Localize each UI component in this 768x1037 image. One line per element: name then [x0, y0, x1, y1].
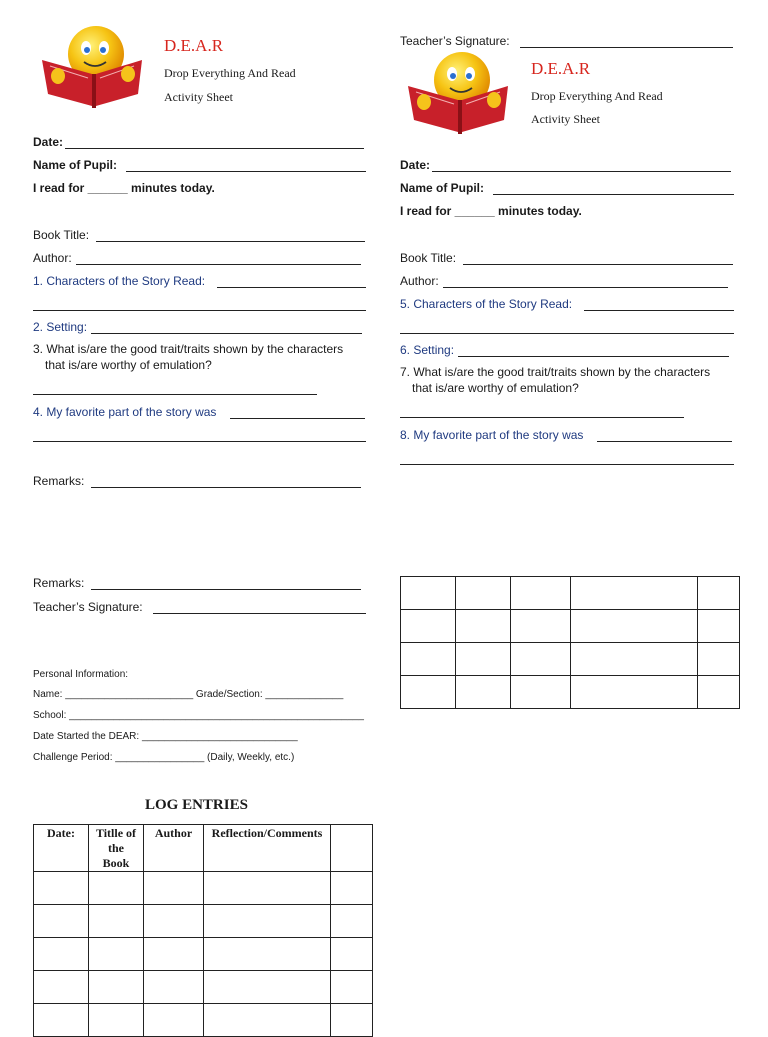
header-subtitle: Drop Everything And Read	[164, 66, 296, 80]
teacher-signature-label: Teacher’s Signature:	[33, 600, 143, 614]
question-traits-cont-right: that is/are worthy of emulation?	[412, 381, 579, 395]
log-entries-title: LOG ENTRIES	[145, 797, 248, 813]
log-entries-table	[33, 824, 373, 1037]
pupil-name-label-right: Name of Pupil:	[400, 181, 485, 195]
log-col-title	[89, 825, 144, 872]
log-col-date: Date:	[34, 825, 89, 872]
read-minutes-label-right: I read for ______ minutes today.	[400, 204, 582, 218]
question-favorite-part-right: 8. My favorite part of the story was	[400, 428, 584, 442]
date-line[interactable]	[65, 148, 364, 149]
question-setting-right: 6. Setting:	[400, 343, 455, 357]
author-label-right: Author:	[400, 274, 439, 288]
book-title-label-right: Book Title:	[400, 251, 457, 265]
question-characters-right: 5. Characters of the Story Read:	[400, 297, 573, 311]
question-favorite-part: 4. My favorite part of the story was	[33, 405, 217, 419]
table-row	[34, 872, 373, 905]
traits-line[interactable]	[33, 394, 317, 395]
question-traits-right: 7. What is/are the good trait/traits shown by the characters	[400, 365, 711, 379]
log-col-extra	[331, 825, 373, 872]
date-label: Date:	[33, 135, 64, 149]
log-col-author: Author	[144, 825, 204, 872]
characters-line-right[interactable]	[584, 310, 734, 311]
author-line-right[interactable]	[443, 287, 728, 288]
characters-line-2[interactable]	[33, 310, 366, 311]
blank-log-grid	[400, 576, 740, 709]
question-setting: 2. Setting:	[33, 320, 88, 334]
header-subtitle-right: Drop Everything And Read	[531, 89, 663, 103]
setting-line[interactable]	[91, 333, 362, 334]
pupil-name-label: Name of Pupil:	[33, 158, 118, 172]
remarks-label-2: Remarks:	[33, 576, 85, 590]
book-title-label: Book Title:	[33, 228, 90, 242]
favorite-line[interactable]	[230, 418, 365, 419]
author-line[interactable]	[76, 264, 361, 265]
log-col-title-line1: Titlle of	[95, 826, 137, 840]
table-row	[34, 938, 373, 971]
remarks-label: Remarks:	[33, 474, 85, 488]
log-col-reflection: Reflection/Comments	[204, 825, 331, 872]
teacher-signature-line-right[interactable]	[520, 47, 733, 48]
remarks-line-2[interactable]	[91, 589, 361, 590]
favorite-line-right[interactable]	[597, 441, 732, 442]
favorite-line-2[interactable]	[33, 441, 366, 442]
teacher-signature-label-right: Teacher’s Signature:	[400, 34, 510, 48]
pupil-name-line[interactable]	[126, 171, 366, 172]
personal-date-started: Date Started the DEAR: ____________________________	[33, 731, 298, 742]
table-row	[401, 643, 740, 676]
header-sheet: Activity Sheet	[164, 90, 233, 104]
question-traits-cont: that is/are worthy of emulation?	[45, 358, 212, 372]
personal-info-heading: Personal Information:	[33, 669, 129, 680]
author-label: Author:	[33, 251, 72, 265]
personal-name-grade: Name: _______________________ Grade/Section: ______________	[33, 689, 344, 700]
setting-line-right[interactable]	[458, 356, 729, 357]
teacher-signature-line[interactable]	[153, 613, 366, 614]
log-col-title-line2: the	[108, 841, 124, 855]
table-row	[401, 676, 740, 709]
table-row	[401, 577, 740, 610]
table-row	[401, 610, 740, 643]
personal-school: School: _____________________________________________________	[33, 710, 364, 721]
book-title-line-right[interactable]	[463, 264, 733, 265]
table-row	[34, 905, 373, 938]
header-sheet-right: Activity Sheet	[531, 112, 600, 126]
log-col-title-line3: Book	[102, 856, 130, 870]
favorite-line-right-2[interactable]	[400, 464, 734, 465]
characters-line-right-2[interactable]	[400, 333, 734, 334]
table-row	[34, 971, 373, 1004]
date-line-right[interactable]	[432, 171, 731, 172]
book-title-line[interactable]	[96, 241, 365, 242]
question-traits: 3. What is/are the good trait/traits shown by the characters	[33, 342, 344, 356]
question-characters: 1. Characters of the Story Read:	[33, 274, 206, 288]
characters-line[interactable]	[217, 287, 366, 288]
date-label-right: Date:	[400, 158, 431, 172]
smiley-reading-book-icon	[38, 24, 142, 110]
header-title-right: D.E.A.R	[531, 59, 591, 78]
header-title: D.E.A.R	[164, 36, 224, 55]
table-row	[34, 1004, 373, 1037]
traits-line-right[interactable]	[400, 417, 684, 418]
pupil-name-line-right[interactable]	[493, 194, 734, 195]
read-minutes-label: I read for ______ minutes today.	[33, 181, 215, 195]
personal-challenge-period: Challenge Period: ________________ (Daily, Weekly, etc.)	[33, 752, 295, 763]
remarks-line[interactable]	[91, 487, 361, 488]
smiley-reading-book-icon	[404, 50, 508, 136]
